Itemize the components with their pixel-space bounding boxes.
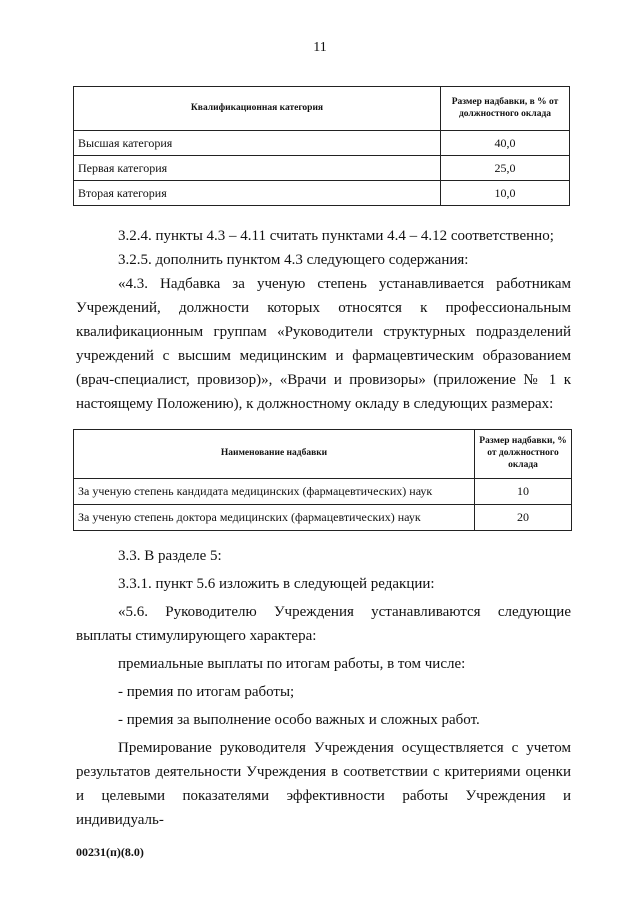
qualification-category-table [73, 86, 570, 206]
table-row [74, 505, 572, 531]
paragraph: «4.3. Надбавка за ученую степень устанавливается работникам Учреждений, должности которых относятся к профессиональным квалификационным группам «Руководители структурных подразделений учреждений с высшим медицинским и фармацевтическим образованием (врач-специалист, провизор)», «Врачи и провизоры» (приложение № 1 к настоящему Положению), к должностному окладу в следующих размерах: [76, 276, 571, 412]
paragraph: премиальные выплаты по итогам работы, в том числе: [118, 656, 466, 672]
paragraph: 3.2.5. дополнить пунктом 4.3 следующего содержания: [118, 252, 469, 268]
table-cell: За ученую степень доктора медицинских (фармацевтических) наук [74, 505, 475, 531]
column-header: Размер надбавки, % от должностного оклада [475, 430, 572, 479]
paragraph: 3.2.4. пункты 4.3 – 4.11 считать пунктами 4.4 – 4.12 соответственно; [118, 228, 554, 244]
table-cell: 40,0 [441, 131, 570, 156]
paragraph: 3.3.1. пункт 5.6 изложить в следующей редакции: [118, 576, 435, 592]
table-header-row [74, 430, 572, 479]
column-header: Наименование надбавки [74, 430, 475, 479]
text-block-1 [76, 224, 571, 416]
column-header: Квалификационная категория [74, 87, 441, 131]
table-row [74, 181, 570, 206]
table-cell: Первая категория [74, 156, 441, 181]
text-block-2 [76, 544, 571, 832]
table-row [74, 131, 570, 156]
table-cell: Высшая категория [74, 131, 441, 156]
table-cell: 10,0 [441, 181, 570, 206]
table-header-row [74, 87, 570, 131]
table-cell: 25,0 [441, 156, 570, 181]
table-cell: За ученую степень кандидата медицинских (фармацевтических) наук [74, 479, 475, 505]
paragraph: Премирование руководителя Учреждения осуществляется с учетом результатов деятельности Учреждения в соответствии с критериями оценки и целевыми показателями эффективности работы Учреждения и индивидуаль- [76, 740, 571, 828]
paragraph: «5.6. Руководителю Учреждения устанавливаются следующие выплаты стимулирующего характера: [76, 604, 571, 644]
table-row [74, 156, 570, 181]
page-number: 11 [313, 40, 327, 55]
paragraph: - премия за выполнение особо важных и сложных работ. [118, 712, 480, 728]
table-row [74, 479, 572, 505]
column-header: Размер надбавки, в % от должностного оклада [441, 87, 570, 131]
paragraph: - премия по итогам работы; [118, 684, 295, 700]
table-cell: Вторая категория [74, 181, 441, 206]
academic-degree-table [73, 429, 572, 531]
table-cell: 20 [475, 505, 572, 531]
document-code: 00231(п)(8.0) [76, 845, 144, 859]
paragraph: 3.3. В разделе 5: [118, 548, 222, 564]
table-cell: 10 [475, 479, 572, 505]
